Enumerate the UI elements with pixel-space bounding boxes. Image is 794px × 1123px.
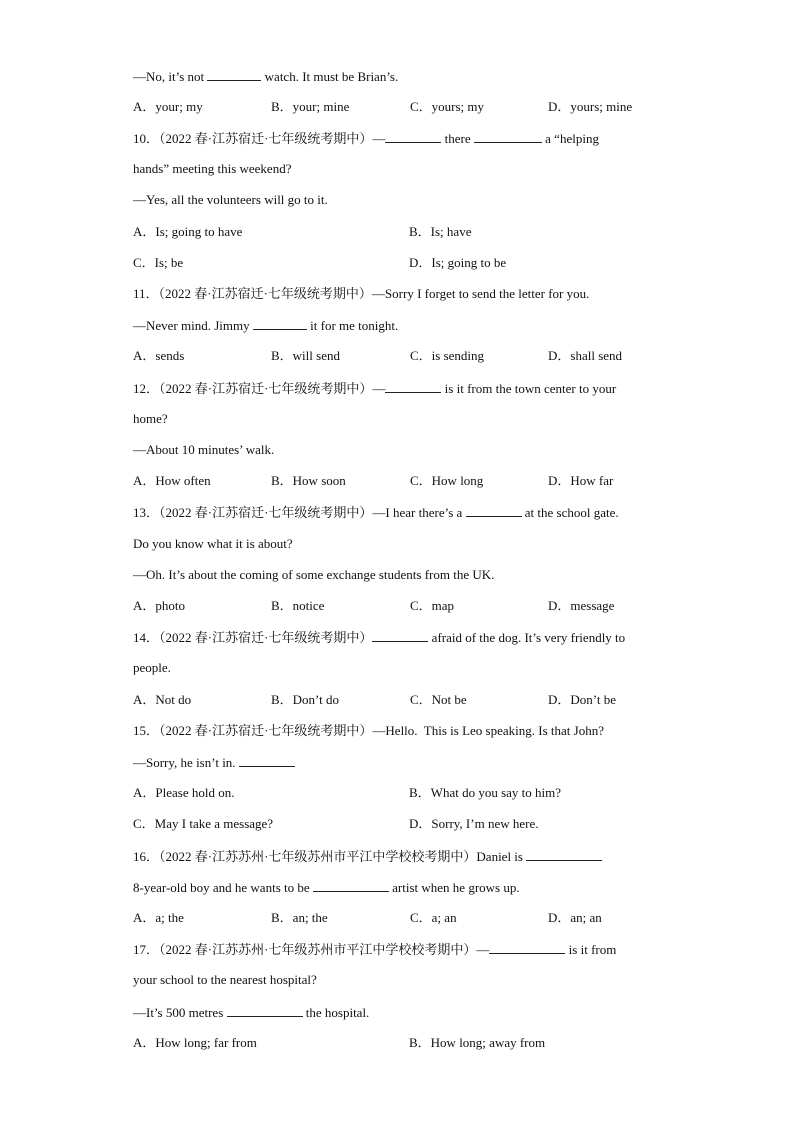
q14-option-b[interactable]: B．Don’t do [271,692,340,707]
q11-option-b[interactable]: B．will send [271,348,340,363]
q17-option-a[interactable]: A．How long; far from [133,1035,257,1050]
answer-blank [489,941,565,954]
q9-option-d[interactable]: D．yours; mine [548,99,633,114]
q17-answer-text-a: —It’s 500 metres [133,1005,227,1020]
q16-option-c[interactable]: C．a; an [410,910,457,925]
q16-option-d[interactable]: D．an; an [548,910,602,925]
q16-stem-text-b: 8-year-old boy and he wants to be [133,880,313,895]
q11-option-c[interactable]: C．is sending [410,348,485,363]
q12-stem-line1 [133,380,616,397]
q14-option-c[interactable]: C．Not be [410,692,467,707]
q9-answer-line [133,68,398,85]
q16-stem-line1 [133,848,602,865]
q13-stem-line1 [133,504,619,521]
q12-option-b[interactable]: B．How soon [271,473,346,488]
answer-blank [227,1004,303,1017]
answer-blank [466,504,522,517]
answer-blank [239,754,295,767]
q13-option-a[interactable]: A．photo [133,598,186,613]
q10-option-b[interactable]: B．Is; have [409,224,472,239]
answer-blank [253,317,307,330]
q10-answer-line: —Yes, all the volunteers will go to it. [133,192,328,207]
q16-option-a[interactable]: A．a; the [133,910,184,925]
q9-option-c[interactable]: C．yours; my [410,99,485,114]
q12-answer-line: —About 10 minutes’ walk. [133,442,275,457]
q17-answer-text-b: the hospital. [302,1005,370,1020]
q13-stem-line2: Do you know what it is about? [133,536,293,551]
q17-stem-line1 [133,941,616,958]
q13-option-b[interactable]: B．notice [271,598,325,613]
q11-answer-text-a: —Never mind. Jimmy [133,318,253,333]
q11-stem-line1: 11．（2022 春·江苏宿迁·七年级统考期中）—Sorry I forget to send the letter for you. [133,286,590,301]
q15-answer-line [133,754,295,771]
q17-stem-text-a: 17．（2022 春·江苏苏州·七年级苏州市平江中学校校考期中）— [133,942,490,957]
q9-option-a[interactable]: A．your; my [133,99,203,114]
q12-option-a[interactable]: A．How often [133,473,211,488]
q10-stem-line1 [133,130,599,147]
q14-stem-line1 [133,629,625,646]
q15-option-c[interactable]: C．May I take a message? [133,816,274,831]
q15-option-a[interactable]: A．Please hold on. [133,785,235,800]
q15-option-d[interactable]: D．Sorry, I’m new here. [409,816,539,831]
answer-blank [385,380,441,393]
q14-option-d[interactable]: D．Don’t be [548,692,617,707]
q12-option-c[interactable]: C．How long [410,473,484,488]
q13-option-c[interactable]: C．map [410,598,455,613]
q11-option-d[interactable]: D．shall send [548,348,623,363]
q11-answer-text-b: it for me tonight. [306,318,399,333]
q10-stem-line2: hands” meeting this weekend? [133,161,292,176]
q12-stem-text-b: is it from the town center to your [441,381,617,396]
answer-blank [385,130,441,143]
q13-option-d[interactable]: D．message [548,598,615,613]
q17-stem-line2: your school to the nearest hospital? [133,972,317,987]
answer-blank [526,848,602,861]
answer-blank [207,68,261,81]
q13-stem-text-b: at the school gate. [521,505,619,520]
q10-option-a[interactable]: A．Is; going to have [133,224,243,239]
q16-option-b[interactable]: B．an; the [271,910,328,925]
q10-stem-text-b: there [441,131,474,146]
answer-blank [313,879,389,892]
q14-stem-text-b: afraid of the dog. It’s very friendly to [428,630,626,645]
q14-option-a[interactable]: A．Not do [133,692,192,707]
q9-option-b[interactable]: B．your; mine [271,99,350,114]
q17-answer-line [133,1004,369,1021]
q15-stem-line1: 15．（2022 春·江苏宿迁·七年级统考期中）—Hello. This is Leo speaking. Is that John? [133,723,604,738]
q13-answer-line: —Oh. It’s about the coming of some exchange students from the UK. [133,567,495,582]
q10-option-c[interactable]: C．Is; be [133,255,184,270]
q17-option-b[interactable]: B．How long; away from [409,1035,546,1050]
q12-stem-text-a: 12．（2022 春·江苏宿迁·七年级统考期中）— [133,381,386,396]
q14-stem-text-a: 14．（2022 春·江苏宿迁·七年级统考期中） [133,630,373,645]
q16-stem-text-c: artist when he grows up. [388,880,520,895]
q10-option-d[interactable]: D．Is; going to be [409,255,507,270]
answer-blank [474,130,542,143]
q15-answer-text: —Sorry, he isn’t in. [133,755,239,770]
q17-stem-text-b: is it from [565,942,617,957]
answer-blank [372,629,428,642]
q13-stem-text-a: 13．（2022 春·江苏宿迁·七年级统考期中）—I hear there’s a [133,505,466,520]
q15-option-b[interactable]: B．What do you say to him? [409,785,562,800]
q11-answer-line [133,317,398,334]
q12-stem-line2: home? [133,411,168,426]
q12-option-d[interactable]: D．How far [548,473,614,488]
q16-stem-line2 [133,879,520,896]
q10-stem-text-a: 10．（2022 春·江苏宿迁·七年级统考期中）— [133,131,386,146]
q14-stem-line2: people. [133,660,171,675]
q9-answer-text-a: —No, it’s not [133,69,208,84]
q16-stem-text-a: 16．（2022 春·江苏苏州·七年级苏州市平江中学校校考期中）Daniel is [133,849,527,864]
q10-stem-text-c: a “helping [541,131,599,146]
q11-option-a[interactable]: A．sends [133,348,185,363]
q9-answer-text-b: watch. It must be Brian’s. [261,69,399,84]
